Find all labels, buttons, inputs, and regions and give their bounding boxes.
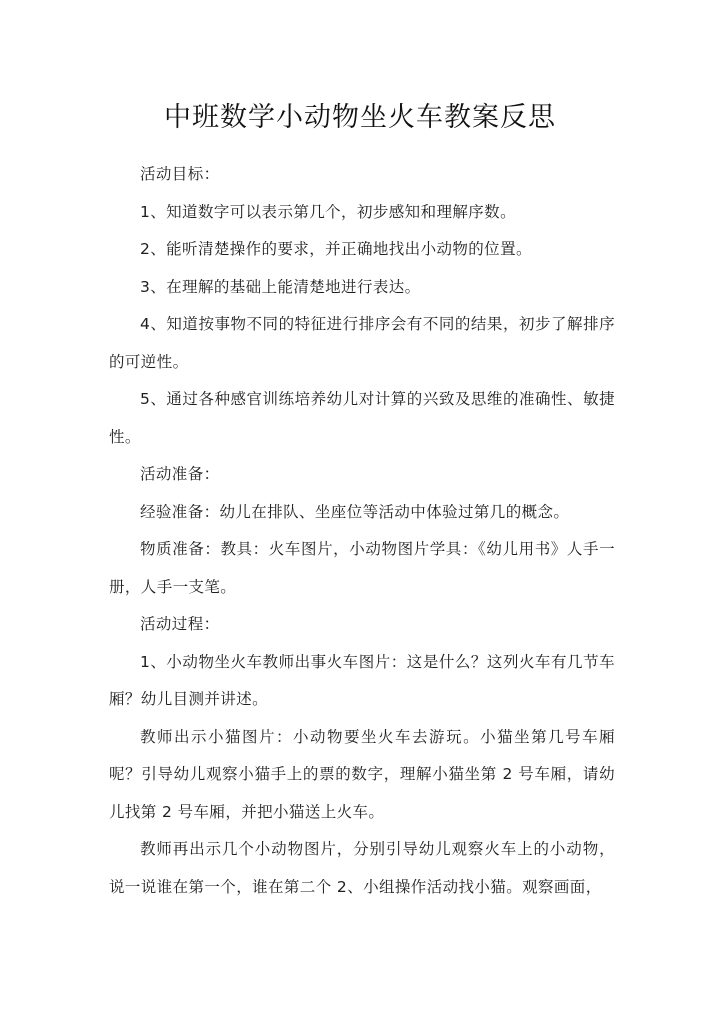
document-title: 中班数学小动物坐火车教案反思	[164, 102, 556, 133]
paragraph-goal-2: 2、能听清楚操作的要求，并正确地找出小动物的位置。	[140, 240, 532, 258]
document-body	[109, 156, 615, 906]
paragraph-goal-3: 3、在理解的基础上能清楚地进行表达。	[140, 277, 421, 296]
paragraph-process-heading: 活动过程：	[140, 615, 220, 633]
paragraph-more-animals: 教师再出示几个小动物图片，分别引导幼儿观察火车上的小动物，说一说谁在第一个，谁在第二个 2、小组操作活动找小猫。观察画面，	[109, 840, 615, 896]
paragraph-goals-heading: 活动目标：	[140, 165, 220, 183]
paragraph-material-prep: 物质准备：教具：火车图片，小动物图片学具：《幼儿用书》人手一册，人手一支笔。	[109, 540, 615, 596]
paragraph-preparation-heading: 活动准备：	[140, 465, 220, 483]
paragraph-process-step-1: 1、小动物坐火车教师出事火车图片：这是什么？这列火车有几节车厢？幼儿目测并讲述。	[109, 652, 615, 708]
paragraph-goal-1: 1、知道数字可以表示第几个，初步感知和理解序数。	[140, 202, 516, 221]
paragraph-goal-5: 5、通过各种感官训练培养幼儿对计算的兴致及思维的准确性、敏捷性。	[109, 390, 615, 446]
paragraph-goal-4: 4、知道按事物不同的特征进行排序会有不同的结果，初步了解排序的可逆性。	[109, 315, 615, 371]
paragraph-cat-picture: 教师出示小猫图片：小动物要坐火车去游玩。小猫坐第几号车厢呢？引导幼儿观察小猫手上的票的数字，理解小猫坐第 2 号车厢，请幼儿找第 2 号车厢，并把小猫送上火车。	[109, 727, 615, 821]
paragraph-experience-prep: 经验准备：幼儿在排队、坐座位等活动中体验过第几的概念。	[140, 502, 570, 521]
